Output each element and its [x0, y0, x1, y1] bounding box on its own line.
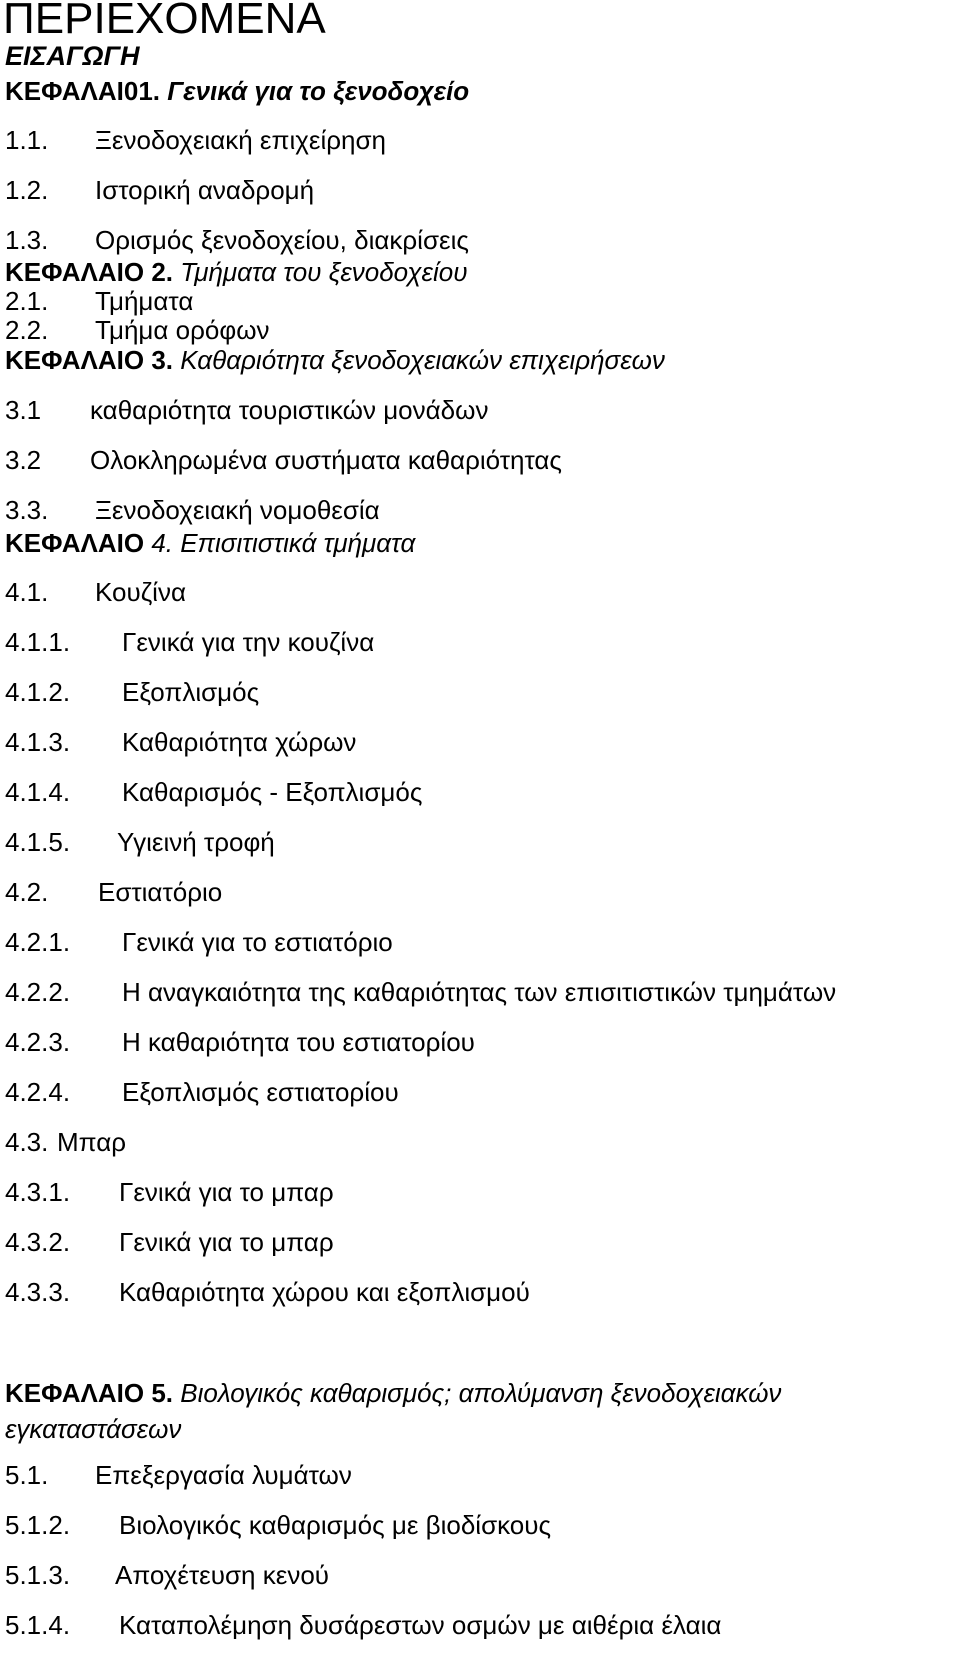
chapter-1-label: ΚΕΦΑΛΑΙ01.	[5, 76, 161, 106]
entry-text: Εστιατόριο	[98, 877, 223, 907]
entry-number: 1.1.	[5, 125, 49, 155]
entry-text: Επεξεργασία λυμάτων	[95, 1460, 352, 1490]
entry-text: Βιολογικός καθαρισμός με βιοδίσκους	[119, 1510, 552, 1540]
entry-number: 3.2	[5, 445, 42, 475]
entry-text: Κουζίνα	[95, 577, 186, 607]
entry-text: Μπαρ	[57, 1127, 127, 1157]
entry-text: Γενικά για την κουζίνα	[122, 627, 375, 657]
chapter-5-title: Βιολογικός καθαρισμός; απολύμανση ξενοδοχειακών εγκαταστάσεων	[5, 1378, 782, 1444]
entry-text: Γενικά για το μπαρ	[119, 1227, 334, 1257]
entry-number: 4.3.3.	[5, 1277, 71, 1307]
entry-number: 5.1.	[5, 1460, 49, 1490]
entry-text: Καταπολέμηση δυσάρεστων οσμών με αιθέρια έλαια	[119, 1610, 722, 1640]
entry-number: 3.3.	[5, 495, 49, 525]
entry-text: Τμήμα ορόφων	[95, 315, 270, 345]
entry-number: 1.3.	[5, 225, 49, 255]
chapter-3-heading	[5, 344, 665, 376]
entry-text: Ορισμός ξενοδοχείου, διακρίσεις	[95, 225, 469, 255]
entry-text: Καθαριότητα χώρων	[122, 727, 357, 757]
entry-number: 4.1.	[5, 577, 49, 607]
entry-number: 4.2.2.	[5, 977, 71, 1007]
chapter-3-title: Καθαριότητα ξενοδοχειακών επιχειρήσεων	[180, 345, 665, 375]
entry-number: 3.1	[5, 395, 42, 425]
chapter-5-heading	[5, 1375, 955, 1447]
entry-text: Καθαρισμός - Εξοπλισμός	[122, 777, 423, 807]
chapter-4-heading	[5, 527, 415, 559]
entry-number: 4.3.1.	[5, 1177, 71, 1207]
entry-number: 4.2.1.	[5, 927, 71, 957]
entry-text: Εξοπλισμός	[122, 677, 260, 707]
entry-text: Αποχέτευση κενού	[115, 1560, 329, 1590]
entry-text: Ολοκληρωμένα συστήματα καθαριότητας	[90, 445, 562, 475]
entry-number: 5.1.4.	[5, 1610, 71, 1640]
chapter-2-title: Τμήματα του ξενοδοχείου	[180, 257, 468, 287]
chapter-3-label: ΚΕΦΑΛΑΙΟ 3.	[5, 345, 174, 375]
entry-text: καθαριότητα τουριστικών μονάδων	[90, 395, 489, 425]
chapter-4-title: 4. Επισιτιστικά τμήματα	[151, 528, 416, 558]
entry-text: Εξοπλισμός εστιατορίου	[122, 1077, 399, 1107]
entry-number: 1.2.	[5, 175, 49, 205]
chapter-1-heading	[5, 75, 469, 107]
toc-title: ΠΕΡΙΕΧΟΜΕΝΑ	[3, 0, 326, 43]
entry-number: 2.2.	[5, 315, 49, 345]
chapter-2-label: ΚΕΦΑΛΑΙΟ 2.	[5, 257, 174, 287]
entry-text: Ιστορική αναδρομή	[95, 175, 315, 205]
entry-number: 4.1.3.	[5, 727, 71, 757]
entry-number: 4.1.1.	[5, 627, 71, 657]
toc-intro: ΕΙΣΑΓΩΓΗ	[5, 41, 140, 71]
entry-text: Καθαριότητα χώρου και εξοπλισμού	[119, 1277, 530, 1307]
entry-text: Ξενοδοχειακή επιχείρηση	[95, 125, 386, 155]
entry-number: 5.1.2.	[5, 1510, 71, 1540]
entry-text: Ξενοδοχειακή νομοθεσία	[95, 495, 380, 525]
chapter-4-label: ΚΕΦΑΛΑΙΟ	[5, 528, 145, 558]
chapter-5-label: ΚΕΦΑΛΑΙΟ 5.	[5, 1378, 174, 1408]
entry-number: 4.1.2.	[5, 677, 71, 707]
entry-text: Γενικά για το μπαρ	[119, 1177, 334, 1207]
entry-text: Η καθαριότητα του εστιατορίου	[122, 1027, 475, 1057]
entry-number: 4.1.4.	[5, 777, 71, 807]
entry-text: Η αναγκαιότητα της καθαριότητας των επισιτιστικών τμημάτων	[122, 977, 837, 1007]
entry-text: Τμήματα	[95, 286, 194, 316]
entry-text: Υγιεινή τροφή	[117, 827, 275, 857]
entry-number: 4.1.5.	[5, 827, 71, 857]
entry-number: 5.1.3.	[5, 1560, 71, 1590]
entry-text: Γενικά για το εστιατόριο	[122, 927, 393, 957]
entry-number: 4.3.	[5, 1127, 49, 1157]
entry-number: 4.2.	[5, 877, 49, 907]
chapter-2-heading	[5, 256, 468, 288]
entry-number: 4.3.2.	[5, 1227, 71, 1257]
chapter-1-title: Γενικά για το ξενοδοχείο	[167, 76, 470, 106]
entry-number: 4.2.4.	[5, 1077, 71, 1107]
entry-number: 4.2.3.	[5, 1027, 71, 1057]
entry-number: 2.1.	[5, 286, 49, 316]
